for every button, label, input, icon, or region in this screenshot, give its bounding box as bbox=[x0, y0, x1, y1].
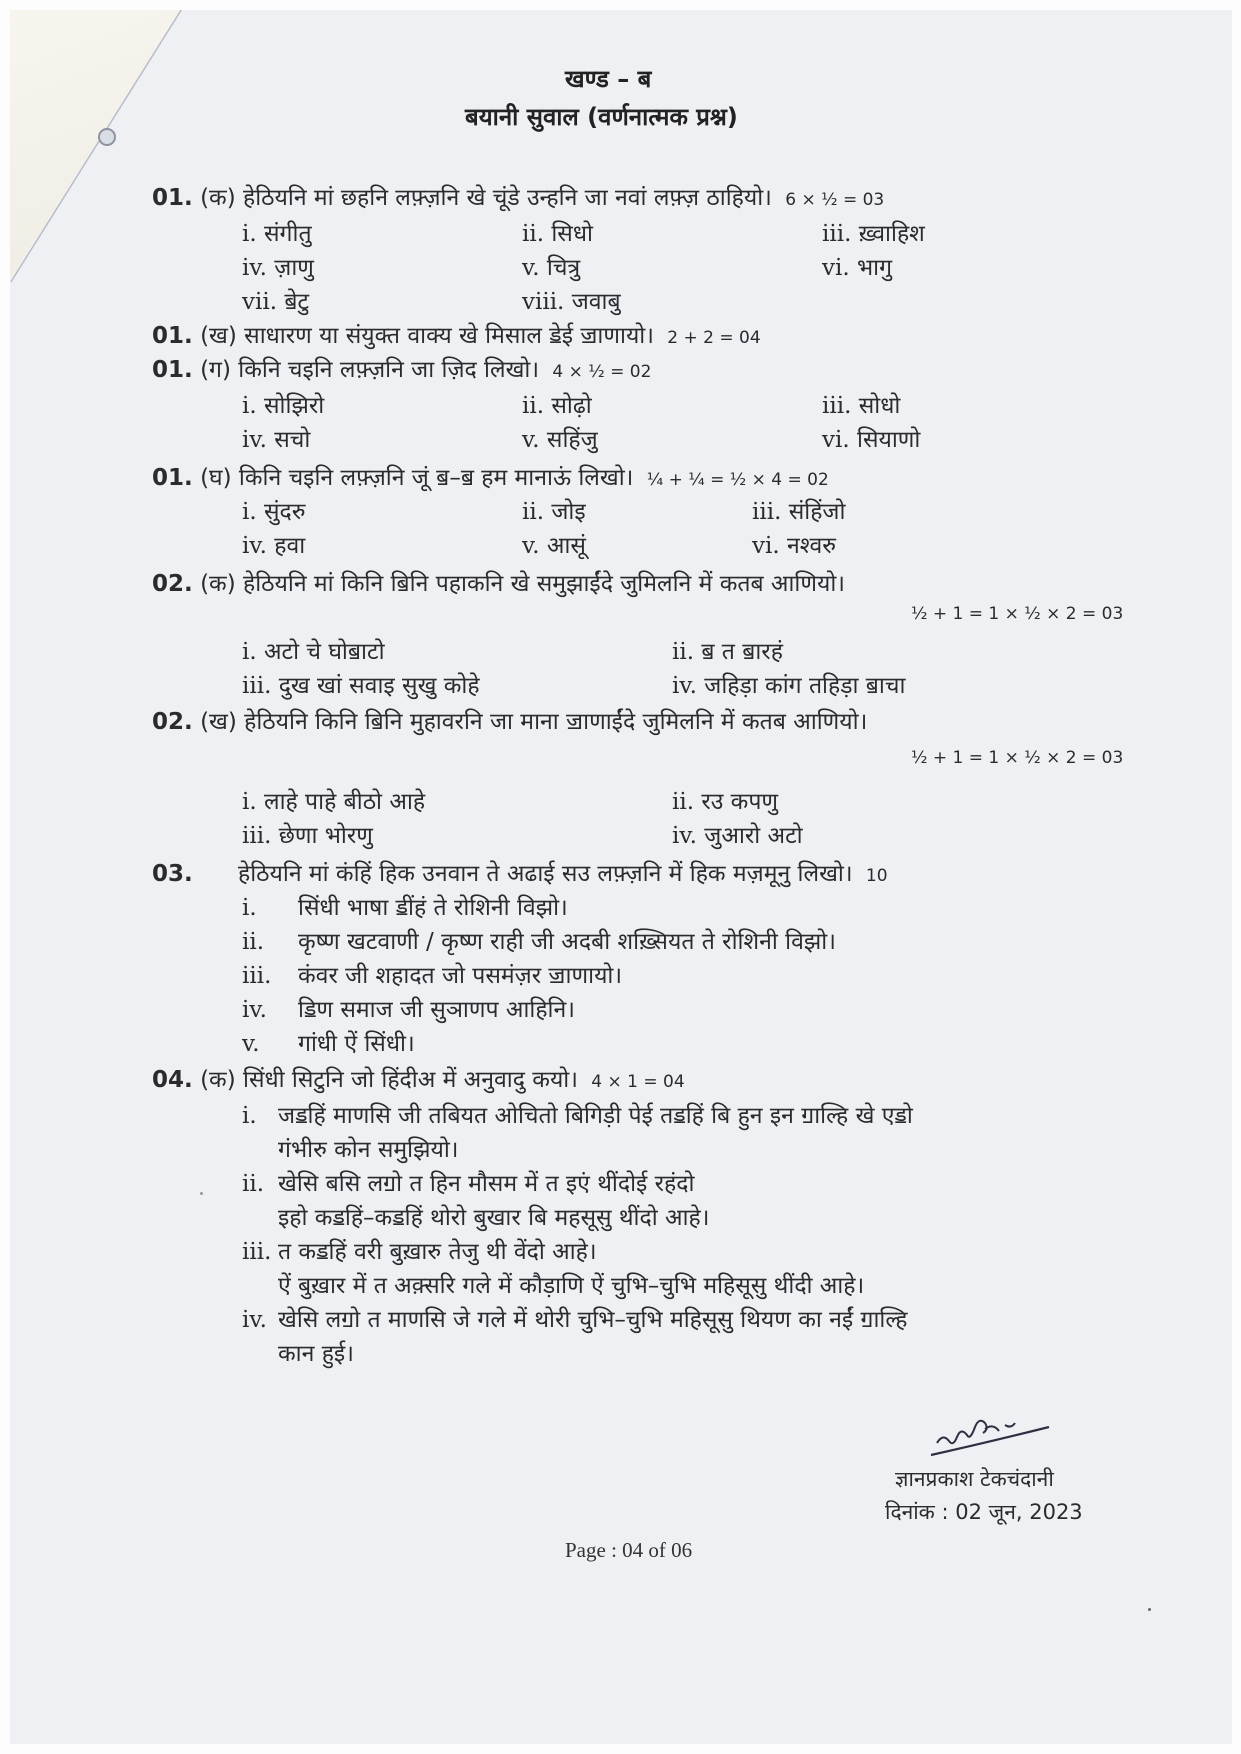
option-label: vii. bbox=[242, 289, 278, 315]
option-label: ii. bbox=[522, 499, 545, 525]
option bbox=[242, 818, 373, 850]
option bbox=[242, 924, 836, 956]
option bbox=[752, 528, 836, 560]
translation-line: त कॾहिं वरी बुख़ारु तेजु थी वेंदो आहे। bbox=[278, 1239, 597, 1265]
option-label: i. bbox=[242, 789, 257, 815]
option-label: ii. bbox=[522, 393, 545, 419]
question-4a bbox=[152, 1062, 685, 1094]
translation-line: ऐं बुख़ार में त अक़्सरि गले में कौड़ाणि ऐं चुभि–चुभि महिसूसु थींदी आहे। bbox=[278, 1273, 865, 1299]
option-label: iii. bbox=[752, 499, 782, 525]
option-label: iii. bbox=[822, 221, 852, 247]
option-label: i. bbox=[242, 499, 257, 525]
option-text: गांधी ऐं सिंधी। bbox=[298, 1031, 415, 1057]
option bbox=[242, 284, 309, 316]
question-3 bbox=[152, 856, 888, 888]
question-text: किनि चइनि लफ़्ज़नि जा ज़िद लिखो। bbox=[238, 357, 540, 383]
option-label: iii. bbox=[242, 963, 272, 989]
option bbox=[672, 634, 783, 666]
option bbox=[242, 494, 306, 526]
translation-item bbox=[242, 1098, 913, 1130]
option-label: i. bbox=[242, 639, 257, 665]
question-number: 02. bbox=[152, 709, 193, 735]
option-label: ii. bbox=[522, 221, 545, 247]
option-text: सियाणो bbox=[856, 427, 921, 453]
option bbox=[672, 784, 778, 816]
translation-line: खेसि लॻो त माणसि जे गले में थोरी चुभि–चुभि महिसूसु थियण का नईं ॻाल्हि bbox=[278, 1307, 908, 1333]
option-text: संहिंजो bbox=[788, 499, 846, 525]
question-number: 01. bbox=[152, 357, 193, 383]
option-label: i. bbox=[242, 221, 257, 247]
option-label: iii. bbox=[822, 393, 852, 419]
option-text: ॿ त ॿारहं bbox=[701, 639, 783, 665]
question-text: साधारण या संयुक्त वाक्य खे मिसाल ॾेई ॼाणायो। bbox=[244, 323, 654, 349]
option-label: iv. bbox=[242, 997, 267, 1023]
scan-speck bbox=[200, 1192, 203, 1195]
question-number: 01. bbox=[152, 185, 193, 211]
question-text: सिंधी सिटुनि जो हिंदीअ में अनुवादु कयो। bbox=[243, 1067, 578, 1093]
option-text: सचो bbox=[274, 427, 311, 453]
option bbox=[242, 992, 575, 1024]
option bbox=[672, 818, 803, 850]
option-text: सहिंजु bbox=[546, 427, 598, 453]
staple-pin-icon bbox=[98, 128, 116, 146]
translation-line: इहो कॾहिं–कॾहिं थोरो बुखार बि महसूसु थींदो आहे। bbox=[278, 1205, 710, 1231]
option-label: vi. bbox=[822, 255, 850, 281]
translation-item bbox=[242, 1234, 597, 1266]
question-part: (ग) bbox=[200, 357, 231, 383]
option-text: सिंधी भाषा ॾींहं ते रोशिनी विझो। bbox=[298, 895, 568, 921]
option-text: सोधो bbox=[858, 393, 901, 419]
question-marks: ½ + 1 = 1 × ½ × 2 = 03 bbox=[911, 604, 1124, 624]
option-text: जोइ bbox=[551, 499, 586, 525]
option bbox=[242, 668, 480, 700]
option-label: iv. bbox=[242, 427, 267, 453]
question-text: किनि चइनि लफ़्ज़नि जूं ॿ–ॿ हम मानाऊं लिखो। bbox=[238, 465, 634, 491]
question-1c bbox=[152, 352, 651, 384]
question-part: (ख) bbox=[200, 323, 237, 349]
option bbox=[822, 422, 920, 454]
option bbox=[822, 250, 892, 282]
option bbox=[242, 890, 568, 922]
translation-line: कान हुई। bbox=[278, 1341, 354, 1367]
option bbox=[822, 388, 900, 420]
question-number: 01. bbox=[152, 323, 193, 349]
option-label: viii. bbox=[522, 289, 565, 315]
option-text: अटो चे घोॿाटो bbox=[263, 639, 385, 665]
option-text: ख़्वाहिश bbox=[858, 221, 925, 247]
option-label: iii. bbox=[242, 1239, 272, 1265]
option-text: लाहे पाहे बीठो आहे bbox=[263, 789, 426, 815]
option bbox=[242, 250, 314, 282]
option-text: ॿेटु bbox=[284, 289, 310, 315]
option-text: संगीतु bbox=[263, 221, 312, 247]
option-text: भागु bbox=[856, 255, 893, 281]
option-text: कृष्ण खटवाणी / कृष्ण राही जी अदबी शख़्सियत ते रोशिनी विझो। bbox=[298, 929, 836, 955]
question-marks: ¼ + ¼ = ½ × 4 = 02 bbox=[646, 470, 829, 490]
option-text: सोढ़ो bbox=[551, 393, 592, 419]
question-1b bbox=[152, 318, 761, 350]
option-label: ii. bbox=[672, 639, 695, 665]
option-label: vi. bbox=[752, 533, 780, 559]
question-number: 03. bbox=[152, 861, 193, 887]
option-text: हवा bbox=[274, 533, 306, 559]
option-label: v. bbox=[242, 1031, 260, 1057]
option bbox=[242, 216, 312, 248]
translation-item bbox=[242, 1166, 694, 1198]
option-text: सोझिरो bbox=[263, 393, 325, 419]
option-label: iii. bbox=[242, 823, 272, 849]
option-text: आसूं bbox=[546, 533, 586, 559]
translation-line: गंभीरु कोन समुझियो। bbox=[278, 1137, 459, 1163]
question-part: (क) bbox=[200, 185, 236, 211]
question-text: हेठियनि मां छहनि लफ़्ज़नि खे चूंडे उन्हनि जा नवां लफ़्ज़ ठाहियो। bbox=[243, 185, 772, 211]
option-label: iv. bbox=[242, 1307, 267, 1333]
option bbox=[522, 250, 580, 282]
question-marks: 4 × ½ = 02 bbox=[552, 362, 652, 382]
option-text: छेणा भोरणु bbox=[278, 823, 373, 849]
signatory-name: ज्ञानप्रकाश टेकचंदानी bbox=[895, 1467, 1054, 1491]
option-label: iv. bbox=[672, 823, 697, 849]
option-text: सुंदरु bbox=[263, 499, 306, 525]
option-text: जुआरो अटो bbox=[704, 823, 803, 849]
option bbox=[242, 784, 425, 816]
option-label: i. bbox=[242, 895, 257, 921]
question-marks: 4 × 1 = 04 bbox=[591, 1072, 685, 1092]
option-text: नश्वरु bbox=[786, 533, 837, 559]
option bbox=[242, 528, 305, 560]
option bbox=[242, 422, 310, 454]
option-label: iii. bbox=[242, 673, 272, 699]
question-number: 04. bbox=[152, 1067, 193, 1093]
scan-speck bbox=[1148, 1608, 1151, 1611]
signature-date: दिनांक : 02 जून, 2023 bbox=[885, 1500, 1083, 1524]
option-label: v. bbox=[522, 255, 540, 281]
option-label: iv. bbox=[242, 533, 267, 559]
section-title: खण्ड – ब bbox=[565, 65, 652, 93]
option-text: चित्रु bbox=[546, 255, 581, 281]
option-label: v. bbox=[522, 427, 540, 453]
option bbox=[522, 494, 586, 526]
question-part: (क) bbox=[200, 1067, 236, 1093]
question-text: हेठियनि मां कंहिं हिक उनवान ते अढाई सउ लफ़्ज़नि में हिक मज़मूनु लिखो। bbox=[238, 861, 853, 887]
translation-item bbox=[242, 1302, 908, 1334]
option bbox=[822, 216, 925, 248]
option-label: iv. bbox=[672, 673, 697, 699]
question-number: 01. bbox=[152, 465, 193, 491]
question-part: (घ) bbox=[200, 465, 232, 491]
option-label: ii. bbox=[672, 789, 695, 815]
option-text: जहिड़ा कांग तहिड़ा ॿाचा bbox=[704, 673, 906, 699]
option bbox=[242, 388, 324, 420]
option-label: ii. bbox=[242, 1171, 265, 1197]
option-text: ज़ाणु bbox=[274, 255, 314, 281]
option-label: v. bbox=[522, 533, 540, 559]
option bbox=[242, 958, 622, 990]
option bbox=[752, 494, 845, 526]
option bbox=[522, 528, 586, 560]
question-part: (ख) bbox=[200, 709, 237, 735]
question-2a bbox=[152, 566, 845, 598]
option bbox=[522, 388, 592, 420]
question-text: हेठियनि मां किनि ॿिनि पहाकनि खे समुझाईंदे जुमिलनि में कतब आणियो। bbox=[243, 571, 846, 597]
option bbox=[522, 422, 598, 454]
option-text: सिधो bbox=[551, 221, 593, 247]
option-text: रउ कपणु bbox=[701, 789, 779, 815]
question-marks: ½ + 1 = 1 × ½ × 2 = 03 bbox=[911, 748, 1124, 768]
option-text: दुख खां सवाइ सुखु कोहे bbox=[278, 673, 480, 699]
question-1d bbox=[152, 460, 829, 492]
question-marks: 10 bbox=[865, 866, 888, 886]
question-marks: 2 + 2 = 04 bbox=[667, 328, 761, 348]
option-label: iv. bbox=[242, 255, 267, 281]
option bbox=[522, 216, 593, 248]
handwritten-signature-icon bbox=[925, 1405, 1055, 1460]
page-number: Page : 04 of 06 bbox=[565, 1538, 693, 1562]
question-marks: 6 × ½ = 03 bbox=[785, 190, 885, 210]
option-text: कंवर जी शहादत जो पसमंज़र ॼाणायो। bbox=[298, 963, 623, 989]
option bbox=[672, 668, 905, 700]
option-text: ॾिण समाज जी सुञाणप आहिनि। bbox=[298, 997, 576, 1023]
translation-line: जॾहिं माणसि जी तबियत ओचितो बिगिड़ी पेई तॾहिं बि हुन इन ॻाल्हि खे एॾो bbox=[278, 1103, 913, 1129]
option-label: i. bbox=[242, 393, 257, 419]
section-subtitle: बयानी सुवाल (वर्णनात्मक प्रश्न) bbox=[465, 103, 738, 131]
option-label: vi. bbox=[822, 427, 850, 453]
option bbox=[242, 634, 385, 666]
question-text: हेठियनि किनि ॿिनि मुहावरनि जा माना ॼाणाईंदे जुमिलनि में कतब आणियो। bbox=[244, 709, 868, 735]
translation-line: खेसि बसि लॻो त हिन मौसम में त इएं थींदोई रहंदो bbox=[278, 1171, 695, 1197]
option bbox=[242, 1026, 415, 1058]
option bbox=[522, 284, 621, 316]
option-label: ii. bbox=[242, 929, 265, 955]
option-label: i. bbox=[242, 1103, 257, 1129]
question-part: (क) bbox=[200, 571, 236, 597]
question-2b bbox=[152, 704, 867, 736]
option-text: जवाबु bbox=[571, 289, 621, 315]
question-1a bbox=[152, 180, 884, 212]
question-number: 02. bbox=[152, 571, 193, 597]
